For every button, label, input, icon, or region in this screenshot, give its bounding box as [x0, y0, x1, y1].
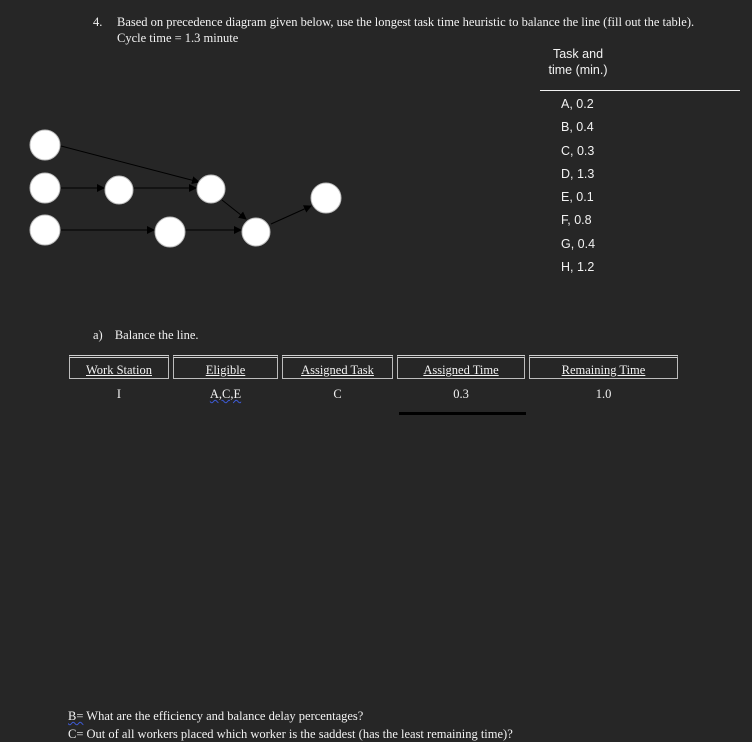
question-b [68, 708, 363, 724]
node-d [197, 175, 225, 203]
task-item-d: D, 1.3 [561, 167, 595, 181]
precedence-diagram [0, 120, 360, 260]
edge-g-h [271, 206, 311, 224]
assigned-time-underline [399, 412, 526, 415]
task-item-b: B, 0.4 [561, 120, 594, 134]
column-header-eligible: Eligible [205, 363, 246, 377]
column-header-work-station: Work Station [85, 363, 152, 377]
node-g [242, 218, 270, 246]
node-b [105, 176, 133, 204]
cell-assigned-time: 0.3 [453, 387, 469, 401]
question-text: Based on precedence diagram given below, use the longest task time heuristic to balance the line (fill out the table). Cycle time = 1.3 minute [117, 15, 695, 45]
edge-a-d [61, 146, 199, 182]
edge-d-g [222, 200, 246, 219]
column-header-assigned-time: Assigned Time [423, 363, 499, 377]
cell-work-station: I [116, 387, 122, 401]
question-number: 4. [93, 15, 103, 29]
task-item-h: H, 1.2 [561, 260, 595, 274]
task-header-line1: Task and [552, 47, 604, 61]
cell-eligible [173, 386, 278, 402]
task-item-e: E, 0.1 [561, 190, 594, 204]
column-header-remaining-time: Remaining Time [561, 363, 646, 377]
task-item-f: F, 0.8 [561, 213, 592, 227]
cell-assigned-task: C [333, 387, 342, 401]
task-item-c: C, 0.3 [561, 144, 595, 158]
node-a [30, 130, 60, 160]
cell-remaining-time: 1.0 [595, 387, 612, 401]
node-h [311, 183, 341, 213]
question-b-text: What are the efficiency and balance delay percentages? [83, 709, 364, 723]
cell-eligible-text: A,C,E [209, 387, 242, 401]
node-a2 [30, 173, 60, 203]
task-header-line2: time (min.) [548, 63, 608, 77]
task-item-a: A, 0.2 [561, 97, 594, 111]
diagram-edges [61, 146, 311, 230]
task-item-g: G, 0.4 [561, 237, 596, 251]
node-e [155, 217, 185, 247]
sub-question [93, 327, 199, 343]
sub-question-label: a) [93, 328, 103, 342]
task-list-divider [540, 90, 740, 91]
question-c: C= Out of all workers placed which worker is the saddest (has the least remaining time)? [68, 727, 513, 741]
question-b-prefix: B= [68, 709, 84, 723]
sub-question-text: Balance the line. [114, 328, 199, 342]
column-header-assigned-task: Assigned Task [301, 363, 374, 377]
task-list-header [540, 46, 616, 78]
node-c [30, 215, 60, 245]
